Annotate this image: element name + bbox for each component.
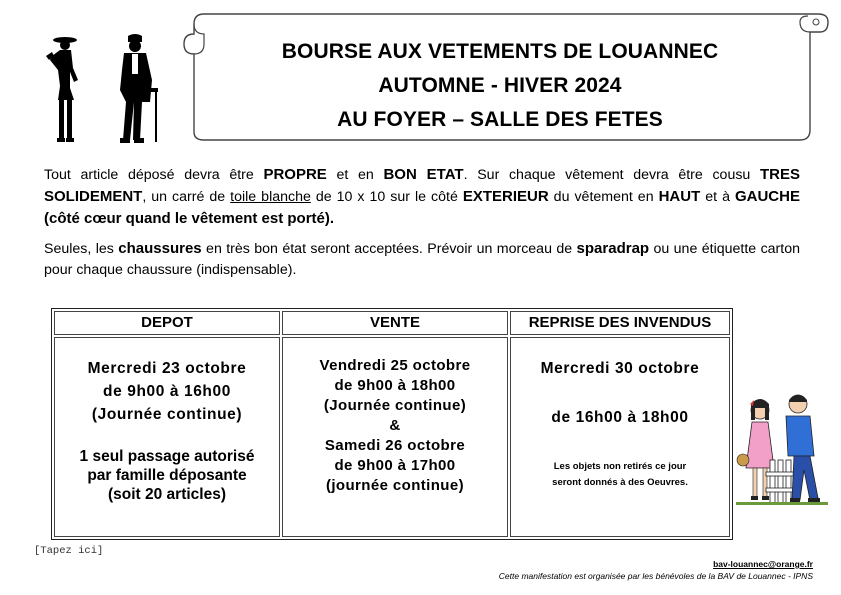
header-reprise: REPRISE DES INVENDUS [510, 311, 730, 335]
vente-hours-1: de 9h00 à 18h00 [334, 377, 456, 394]
silhouette-couple-illustration [40, 30, 175, 152]
depot-cell [54, 337, 280, 537]
vente-continuous-2: (journée continue) [325, 477, 465, 494]
contact-email[interactable]: bav-louannec@orange.fr [713, 559, 813, 569]
children-illustration [736, 390, 828, 514]
depot-date: Mercredi 23 octobre [87, 360, 247, 377]
vente-date-2: Samedi 26 octobre [324, 437, 466, 454]
vente-hours-2: de 9h00 à 17h00 [334, 457, 456, 474]
placeholder-text[interactable]: [Tapez ici] [34, 545, 104, 557]
depot-hours: de 9h00 à 16h00 [103, 383, 231, 400]
reprise-date: Mercredi 30 octobre [540, 360, 700, 377]
vente-cell [282, 337, 508, 537]
boy-shirt [786, 416, 814, 456]
organizer-note: Cette manifestation est organisée par les bénévoles de la BAV de Louannec - IPNS [498, 571, 813, 581]
header-vente: VENTE [282, 311, 508, 335]
depot-note-2: par famille déposante [87, 467, 247, 484]
header-depot: DEPOT [54, 311, 280, 335]
depot-note-1: 1 seul passage autorisé [79, 448, 255, 465]
reprise-note-1: Les objets non retirés ce jour [553, 461, 687, 472]
banner-title-line-2: AUTOMNE - HIVER 2024 [378, 74, 622, 97]
schedule-table [51, 308, 733, 540]
depot-continuous: (Journée continue) [91, 406, 243, 423]
reprise-cell [510, 337, 730, 537]
vente-ampersand: & [389, 417, 401, 434]
banner-title-line-3: AU FOYER – SALLE DES FETES [337, 108, 663, 131]
reprise-hours: de 16h00 à 18h00 [551, 409, 689, 426]
reprise-note-2: seront donnés à des Oeuvres. [552, 477, 688, 488]
vente-date-1: Vendredi 25 octobre [319, 357, 471, 374]
banner-title-line-1: BOURSE AUX VETEMENTS DE LOUANNEC [281, 40, 719, 63]
depot-note-3: (soit 20 articles) [107, 486, 227, 503]
vente-continuous-1: (Journée continue) [323, 397, 467, 414]
shoes-paragraph: Seules, les chaussures en très bon état seront acceptées. Prévoir un morceau de sparadrap ou une étiquette carton pour chaque chaussure (indispensable). [44, 240, 800, 278]
instructions-paragraph: Tout article déposé devra être PROPRE et en BON ETAT. Sur chaque vêtement devra être cousu TRES SOLIDEMENT, un carré de toile blanche de 10 x 10 sur le côté EXTERIEUR du vêtement en HAUT et à GAUCHE (côté cœur quand le vêtement est porté). [44, 166, 800, 227]
